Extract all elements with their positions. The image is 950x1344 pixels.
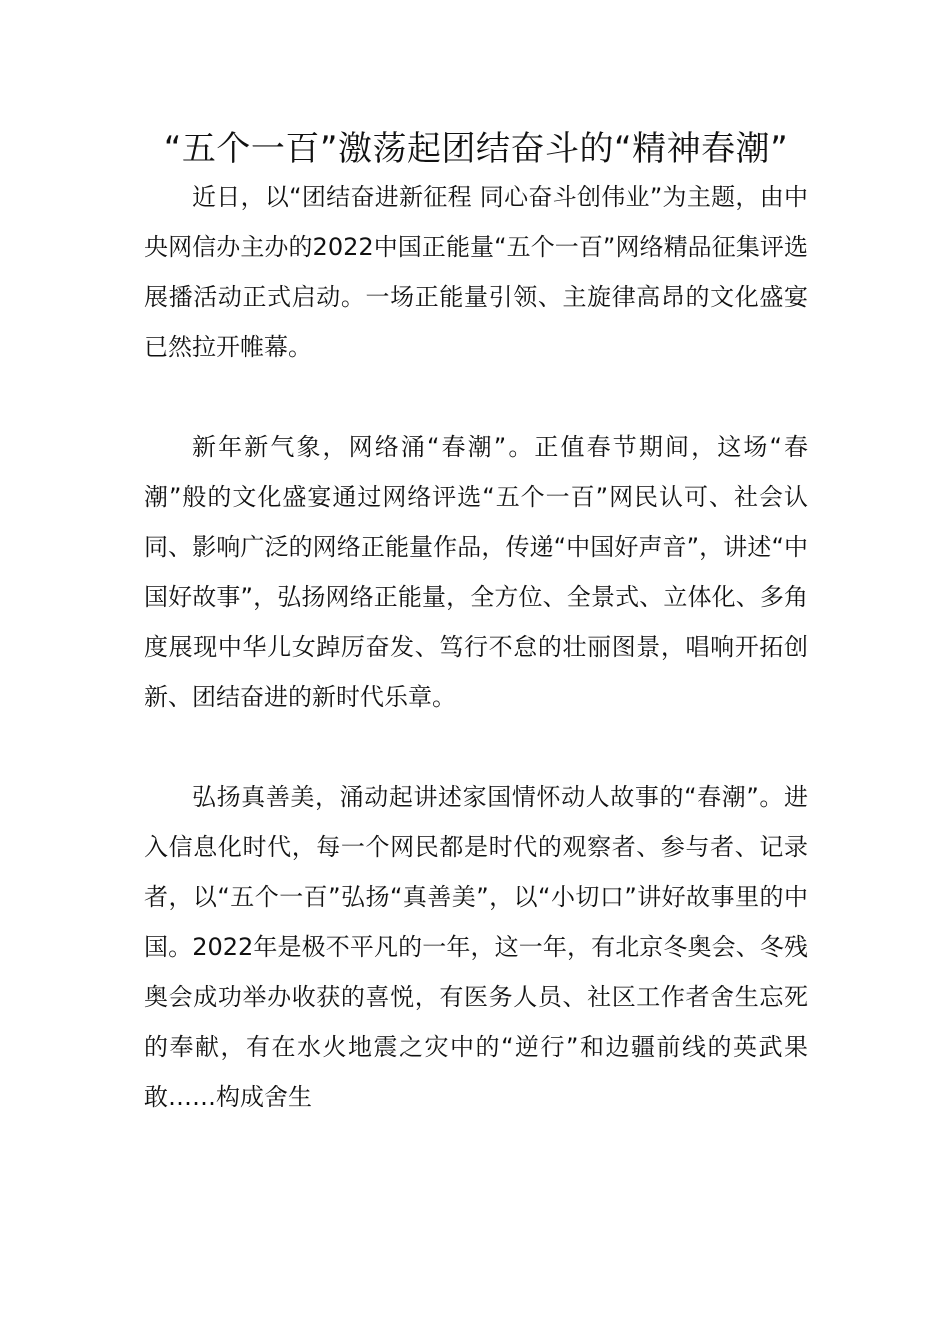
paragraph-3: 弘扬真善美，涌动起讲述家国情怀动人故事的“春潮”。进入信息化时代，每一个网民都是时代的观察者、参与者、记录者，以“五个一百”弘扬“真善美”，以“小切口”讲好故事里的中国。2022年是极不平凡的一年，这一年，有北京冬奥会、冬残奥会成功举办收获的喜悦，有医务人员、社区工作者舍生忘死的奉献，有在水火地震之灾中的“逆行”和边疆前线的英武果敢……构成舍生 <box>144 783 808 1111</box>
paragraph-1: 近日，以“团结奋进新征程 同心奋斗创伟业”为主题，由中央网信办主办的2022中国正能量“五个一百”网络精品征集评选展播活动正式启动。一场正能量引领、主旋律高昂的文化盛宴已然拉开帷幕。 <box>144 183 808 361</box>
paragraph-2: 新年新气象，网络涌“春潮”。正值春节期间，这场“春潮”般的文化盛宴通过网络评选“五个一百”网民认可、社会认同、影响广泛的网络正能量作品，传递“中国好声音”，讲述“中国好故事”，弘扬网络正能量，全方位、全景式、立体化、多角度展现中华儿女踔厉奋发、笃行不怠的壮丽图景，唱响开拓创新、团结奋进的新时代乐章。 <box>144 433 808 711</box>
document-title: “五个一百”激荡起团结奋斗的“精神春潮” <box>163 129 789 169</box>
document-page <box>144 126 808 1122</box>
